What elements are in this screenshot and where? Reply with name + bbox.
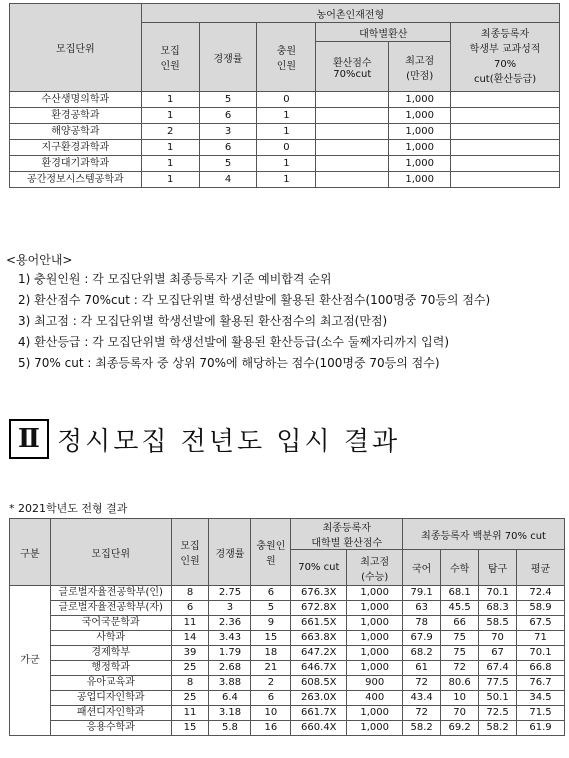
cell-cut70: 646.7X <box>291 661 347 676</box>
results-subtitle: * 2021학년도 전형 결과 <box>9 502 128 515</box>
header-conv-score-line2: 70%cut <box>333 68 372 80</box>
cell-additional: 0 <box>257 92 316 108</box>
cell-max-score: 1,000 <box>389 140 451 156</box>
header-final-score <box>291 519 403 550</box>
cell-cut70: 263.0X <box>291 691 347 706</box>
cell-unit: 응용수학과 <box>50 721 171 736</box>
cell-korean: 43.4 <box>403 691 441 706</box>
glossary-item: 1) 충원인원 : 각 모집단위별 최종등록자 기준 예비합격 순위 <box>18 272 332 286</box>
cell-inquiry: 70.1 <box>479 586 517 601</box>
header-recruit-line1: 모집 <box>160 46 180 57</box>
cell-inquiry: 67 <box>479 646 517 661</box>
cell-unit: 사학과 <box>50 631 171 646</box>
cell-additional: 10 <box>251 706 291 721</box>
cell-unit: 공업디자인학과 <box>50 691 171 706</box>
cell-korean: 63 <box>403 601 441 616</box>
header-recruit <box>171 519 209 586</box>
cell-max: 1,000 <box>347 616 403 631</box>
table-row <box>10 601 565 616</box>
cell-cut70: 647.2X <box>291 646 347 661</box>
cell-additional: 1 <box>257 172 316 188</box>
header-admission-type: 농어촌인재전형 <box>141 4 559 23</box>
table-row <box>10 108 560 124</box>
cell-max: 1,000 <box>347 601 403 616</box>
cell-math: 80.6 <box>441 676 479 691</box>
cell-unit: 패션디자인학과 <box>50 706 171 721</box>
header-competition: 경쟁률 <box>209 519 251 586</box>
header-final-line3: 70% <box>493 59 517 70</box>
regular-admission-results-table <box>9 518 565 736</box>
cell-inquiry: 68.3 <box>479 601 517 616</box>
cell-avg: 71.5 <box>517 706 565 721</box>
section-heading <box>9 419 400 459</box>
cell-recruit: 2 <box>141 124 199 140</box>
cell-competition: 6 <box>199 140 257 156</box>
cell-cut70: 661.7X <box>291 706 347 721</box>
cell-additional: 21 <box>251 661 291 676</box>
cell-recruit: 1 <box>141 156 199 172</box>
top-results-table <box>9 3 560 188</box>
table-row <box>10 156 560 172</box>
cell-inquiry: 70 <box>479 631 517 646</box>
cell-conv-score <box>316 92 389 108</box>
cell-competition: 3 <box>209 601 251 616</box>
cell-inquiry: 72.5 <box>479 706 517 721</box>
cell-max: 1,000 <box>347 706 403 721</box>
cell-conv-score <box>316 124 389 140</box>
cell-additional: 6 <box>251 691 291 706</box>
cell-additional: 15 <box>251 631 291 646</box>
header-max-score-line2: (만점) <box>406 70 434 82</box>
cell-recruit: 8 <box>171 676 209 691</box>
cell-conv-score <box>316 156 389 172</box>
header-unit: 모집단위 <box>10 4 142 92</box>
cell-cut70: 660.4X <box>291 721 347 736</box>
cell-additional: 5 <box>251 601 291 616</box>
cell-korean: 72 <box>403 676 441 691</box>
header-additional-line2: 인원 <box>276 61 297 72</box>
table-row <box>10 676 565 691</box>
header-percentile: 최종등록자 백분위 70% cut <box>403 519 565 550</box>
header-final-score-line1: 최종등록자 <box>322 523 371 534</box>
cell-competition: 4 <box>199 172 257 188</box>
table-row <box>10 140 560 156</box>
cell-cut70: 663.8X <box>291 631 347 646</box>
cell-avg: 71 <box>517 631 565 646</box>
cell-recruit: 25 <box>171 691 209 706</box>
glossary-item: 4) 환산등급 : 각 모집단위별 학생선발에 활용된 환산등급(소수 둘째자리까지 입력) <box>18 335 449 349</box>
cell-additional: 9 <box>251 616 291 631</box>
cell-competition: 3 <box>199 124 257 140</box>
cell-avg: 67.5 <box>517 616 565 631</box>
cell-math: 72 <box>441 661 479 676</box>
cell-max-score: 1,000 <box>389 124 451 140</box>
cell-cut70: 672.8X <box>291 601 347 616</box>
header-final <box>451 23 560 92</box>
cell-final <box>451 92 560 108</box>
cell-max: 1,000 <box>347 631 403 646</box>
header-recruit <box>141 23 199 92</box>
cell-cut70: 661.5X <box>291 616 347 631</box>
cell-math: 66 <box>441 616 479 631</box>
cell-recruit: 11 <box>171 706 209 721</box>
cell-final <box>451 156 560 172</box>
table-row <box>10 661 565 676</box>
cell-unit: 유아교육과 <box>50 676 171 691</box>
cell-conv-score <box>316 108 389 124</box>
cell-additional: 1 <box>257 124 316 140</box>
cell-inquiry: 67.4 <box>479 661 517 676</box>
cell-math: 10 <box>441 691 479 706</box>
header-recruit-line2: 인원 <box>180 556 200 567</box>
header-math: 수학 <box>441 550 479 586</box>
cell-korean: 61 <box>403 661 441 676</box>
cell-math: 69.2 <box>441 721 479 736</box>
cell-additional: 0 <box>257 140 316 156</box>
cell-recruit: 11 <box>171 616 209 631</box>
cell-competition: 3.88 <box>209 676 251 691</box>
cell-max-score: 1,000 <box>389 156 451 172</box>
cell-competition: 6 <box>199 108 257 124</box>
cell-additional: 1 <box>257 156 316 172</box>
header-conv-score-line1: 환산점수 <box>332 57 372 69</box>
section-title: 정시모집 전년도 입시 결과 <box>57 426 401 457</box>
cell-conv-score <box>316 172 389 188</box>
cell-avg: 61.9 <box>517 721 565 736</box>
cell-cut70: 676.3X <box>291 586 347 601</box>
bottom-table-body <box>10 586 565 736</box>
header-final-line2: 학생부 교과성적 <box>469 44 541 55</box>
cell-max: 1,000 <box>347 646 403 661</box>
cell-recruit: 6 <box>171 601 209 616</box>
header-conversion: 대학별환산 <box>316 23 451 42</box>
cell-competition: 3.43 <box>209 631 251 646</box>
cell-unit: 해양공학과 <box>10 124 142 140</box>
cell-group: 가군 <box>10 586 51 736</box>
cell-unit: 행정학과 <box>50 661 171 676</box>
cell-unit: 환경공학과 <box>10 108 142 124</box>
glossary-item: 3) 최고점 : 각 모집단위별 학생선발에 활용된 환산점수의 최고점(만점) <box>18 314 388 328</box>
cell-korean: 79.1 <box>403 586 441 601</box>
cell-recruit: 14 <box>171 631 209 646</box>
cell-math: 70 <box>441 706 479 721</box>
cell-additional: 6 <box>251 586 291 601</box>
cell-recruit: 1 <box>141 92 199 108</box>
cell-max: 900 <box>347 676 403 691</box>
cell-unit: 글로벌자율전공학부(자) <box>50 601 171 616</box>
cell-math: 68.1 <box>441 586 479 601</box>
header-competition: 경쟁률 <box>199 23 257 92</box>
cell-inquiry: 58.2 <box>479 721 517 736</box>
glossary-title: <용어안내> <box>6 253 73 267</box>
cell-competition: 3.18 <box>209 706 251 721</box>
cell-max-score: 1,000 <box>389 108 451 124</box>
cell-additional: 2 <box>251 676 291 691</box>
header-max-score <box>389 42 451 92</box>
glossary-list <box>18 269 490 374</box>
header-final-line4: cut(환산등급) <box>473 74 537 85</box>
cell-korean: 68.2 <box>403 646 441 661</box>
header-inquiry: 탐구 <box>479 550 517 586</box>
cell-competition: 5 <box>199 92 257 108</box>
cell-math: 75 <box>441 631 479 646</box>
header-additional-line2: 원 <box>266 556 276 567</box>
header-unit: 모집단위 <box>50 519 171 586</box>
cell-competition: 2.75 <box>209 586 251 601</box>
cell-max: 400 <box>347 691 403 706</box>
glossary-item: 2) 환산점수 70%cut : 각 모집단위별 학생선발에 활용된 환산점수(100명중 70등의 점수) <box>18 293 491 307</box>
header-recruit-line2: 인원 <box>160 61 180 72</box>
table-row <box>10 691 565 706</box>
table-row <box>10 586 565 601</box>
cell-max: 1,000 <box>347 586 403 601</box>
cell-cut70: 608.5X <box>291 676 347 691</box>
cell-final <box>451 108 560 124</box>
cell-unit: 지구환경과학과 <box>10 140 142 156</box>
cell-recruit: 25 <box>171 661 209 676</box>
cell-unit: 공간정보시스템공학과 <box>10 172 142 188</box>
table-row <box>10 646 565 661</box>
header-korean: 국어 <box>403 550 441 586</box>
header-cut70: 70% cut <box>291 550 347 586</box>
cell-math: 75 <box>441 646 479 661</box>
cell-competition: 5.8 <box>209 721 251 736</box>
table-row <box>10 616 565 631</box>
header-max <box>347 550 403 586</box>
header-avg: 평균 <box>517 550 565 586</box>
header-max-line2: (수능) <box>361 571 389 583</box>
cell-unit: 국어국문학과 <box>50 616 171 631</box>
cell-recruit: 1 <box>141 140 199 156</box>
cell-recruit: 39 <box>171 646 209 661</box>
cell-max-score: 1,000 <box>389 92 451 108</box>
cell-avg: 76.7 <box>517 676 565 691</box>
cell-korean: 72 <box>403 706 441 721</box>
cell-additional: 18 <box>251 646 291 661</box>
cell-additional: 16 <box>251 721 291 736</box>
cell-avg: 72.4 <box>517 586 565 601</box>
cell-inquiry: 77.5 <box>479 676 517 691</box>
cell-recruit: 8 <box>171 586 209 601</box>
cell-competition: 6.4 <box>209 691 251 706</box>
header-additional-line1: 충원 <box>276 46 297 57</box>
cell-korean: 78 <box>403 616 441 631</box>
cell-unit: 글로벌자율전공학부(인) <box>50 586 171 601</box>
cell-math: 45.5 <box>441 601 479 616</box>
header-final-line1: 최종등록자 <box>480 29 530 40</box>
cell-unit: 수산생명의학과 <box>10 92 142 108</box>
header-max-score-line1: 최고점 <box>405 55 435 67</box>
cell-conv-score <box>316 140 389 156</box>
cell-avg: 70.1 <box>517 646 565 661</box>
cell-korean: 67.9 <box>403 631 441 646</box>
glossary-item: 5) 70% cut : 최종등록자 중 상위 70%에 해당하는 점수(100명중 70등의 점수) <box>18 356 440 370</box>
cell-competition: 5 <box>199 156 257 172</box>
section-number: Ⅱ <box>9 419 49 459</box>
header-additional-line1: 충원인 <box>256 541 286 552</box>
table-row <box>10 124 560 140</box>
cell-max: 1,000 <box>347 721 403 736</box>
cell-recruit: 1 <box>141 172 199 188</box>
cell-avg: 34.5 <box>517 691 565 706</box>
cell-unit: 환경대기과학과 <box>10 156 142 172</box>
header-max-line1: 최고점 <box>360 556 390 568</box>
cell-final <box>451 124 560 140</box>
top-table-body <box>10 92 560 188</box>
header-group: 구분 <box>10 519 51 586</box>
cell-avg: 66.8 <box>517 661 565 676</box>
header-additional <box>257 23 316 92</box>
cell-competition: 1.79 <box>209 646 251 661</box>
table-row <box>10 706 565 721</box>
cell-unit: 경제학부 <box>50 646 171 661</box>
header-final-score-line2: 대학별 환산점수 <box>311 538 383 549</box>
cell-max-score: 1,000 <box>389 172 451 188</box>
cell-inquiry: 50.1 <box>479 691 517 706</box>
table-row <box>10 172 560 188</box>
cell-inquiry: 58.5 <box>479 616 517 631</box>
table-row <box>10 631 565 646</box>
cell-additional: 1 <box>257 108 316 124</box>
cell-competition: 2.36 <box>209 616 251 631</box>
cell-recruit: 1 <box>141 108 199 124</box>
cell-final <box>451 140 560 156</box>
cell-max: 1,000 <box>347 661 403 676</box>
cell-competition: 2.68 <box>209 661 251 676</box>
table-row <box>10 721 565 736</box>
header-recruit-line1: 모집 <box>180 541 200 552</box>
cell-korean: 58.2 <box>403 721 441 736</box>
cell-final <box>451 172 560 188</box>
table-row <box>10 92 560 108</box>
header-conv-score <box>316 42 389 92</box>
cell-recruit: 15 <box>171 721 209 736</box>
header-additional <box>251 519 291 586</box>
cell-avg: 58.9 <box>517 601 565 616</box>
